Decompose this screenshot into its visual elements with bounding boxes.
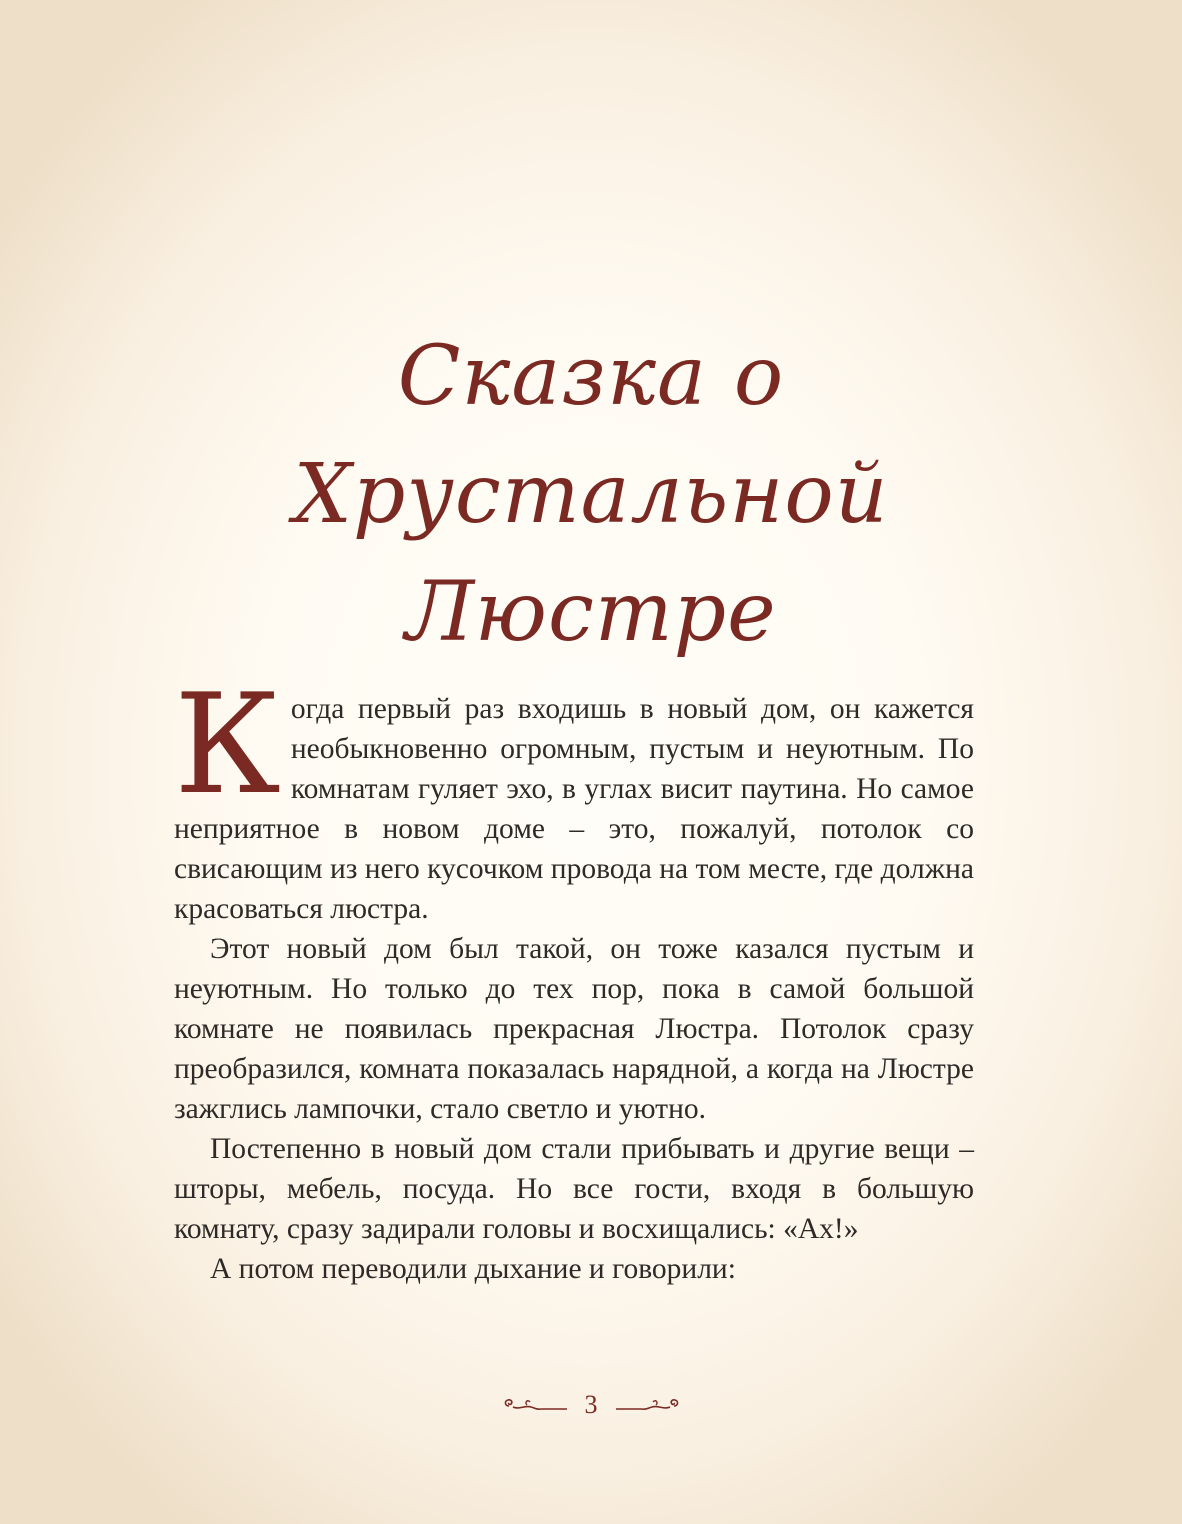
paragraph-2: Этот новый дом был такой, он тоже казался пустым и неуютным. Но только до тех пор, пока в самой большой комнате не появилась прекрасная Люстра. Потолок сразу преобразился, комната показалась нарядной, а когда на Люстре зажглись лампочки, стало светло и уютно. bbox=[174, 933, 974, 1125]
story-text bbox=[174, 664, 974, 1289]
paragraph-4: А потом переводили дыхание и говорили: bbox=[210, 1253, 736, 1285]
drop-cap: К bbox=[174, 664, 281, 825]
paragraph-1-text: огда первый раз входишь в новый дом, он кажется необыкновенно огромным, пустым и неуютным. По комнатам гуляет эхо, в углах висит паутина. Но самое неприятное в новом доме – это, пожалуй, потолок со свисающим из него кусочком провода на том месте, где должна красоваться люстра. bbox=[174, 693, 974, 925]
page-footer bbox=[0, 1388, 1182, 1422]
paragraph-3: Постепенно в новый дом стали прибывать и другие вещи – шторы, мебель, посуда. Но все гости, входя в большую комнату, сразу задирали головы и восхищались: «Ах!» bbox=[174, 1133, 974, 1245]
swirl-ornament-left-icon bbox=[501, 1393, 571, 1417]
title-line-2: Люстре bbox=[405, 565, 777, 660]
title-line-1: Сказка о Хрустальной bbox=[293, 329, 889, 542]
page-number: 3 bbox=[584, 1390, 598, 1419]
story-title bbox=[90, 318, 1092, 672]
swirl-ornament-right-icon bbox=[612, 1393, 682, 1417]
paragraph-1 bbox=[174, 664, 974, 929]
